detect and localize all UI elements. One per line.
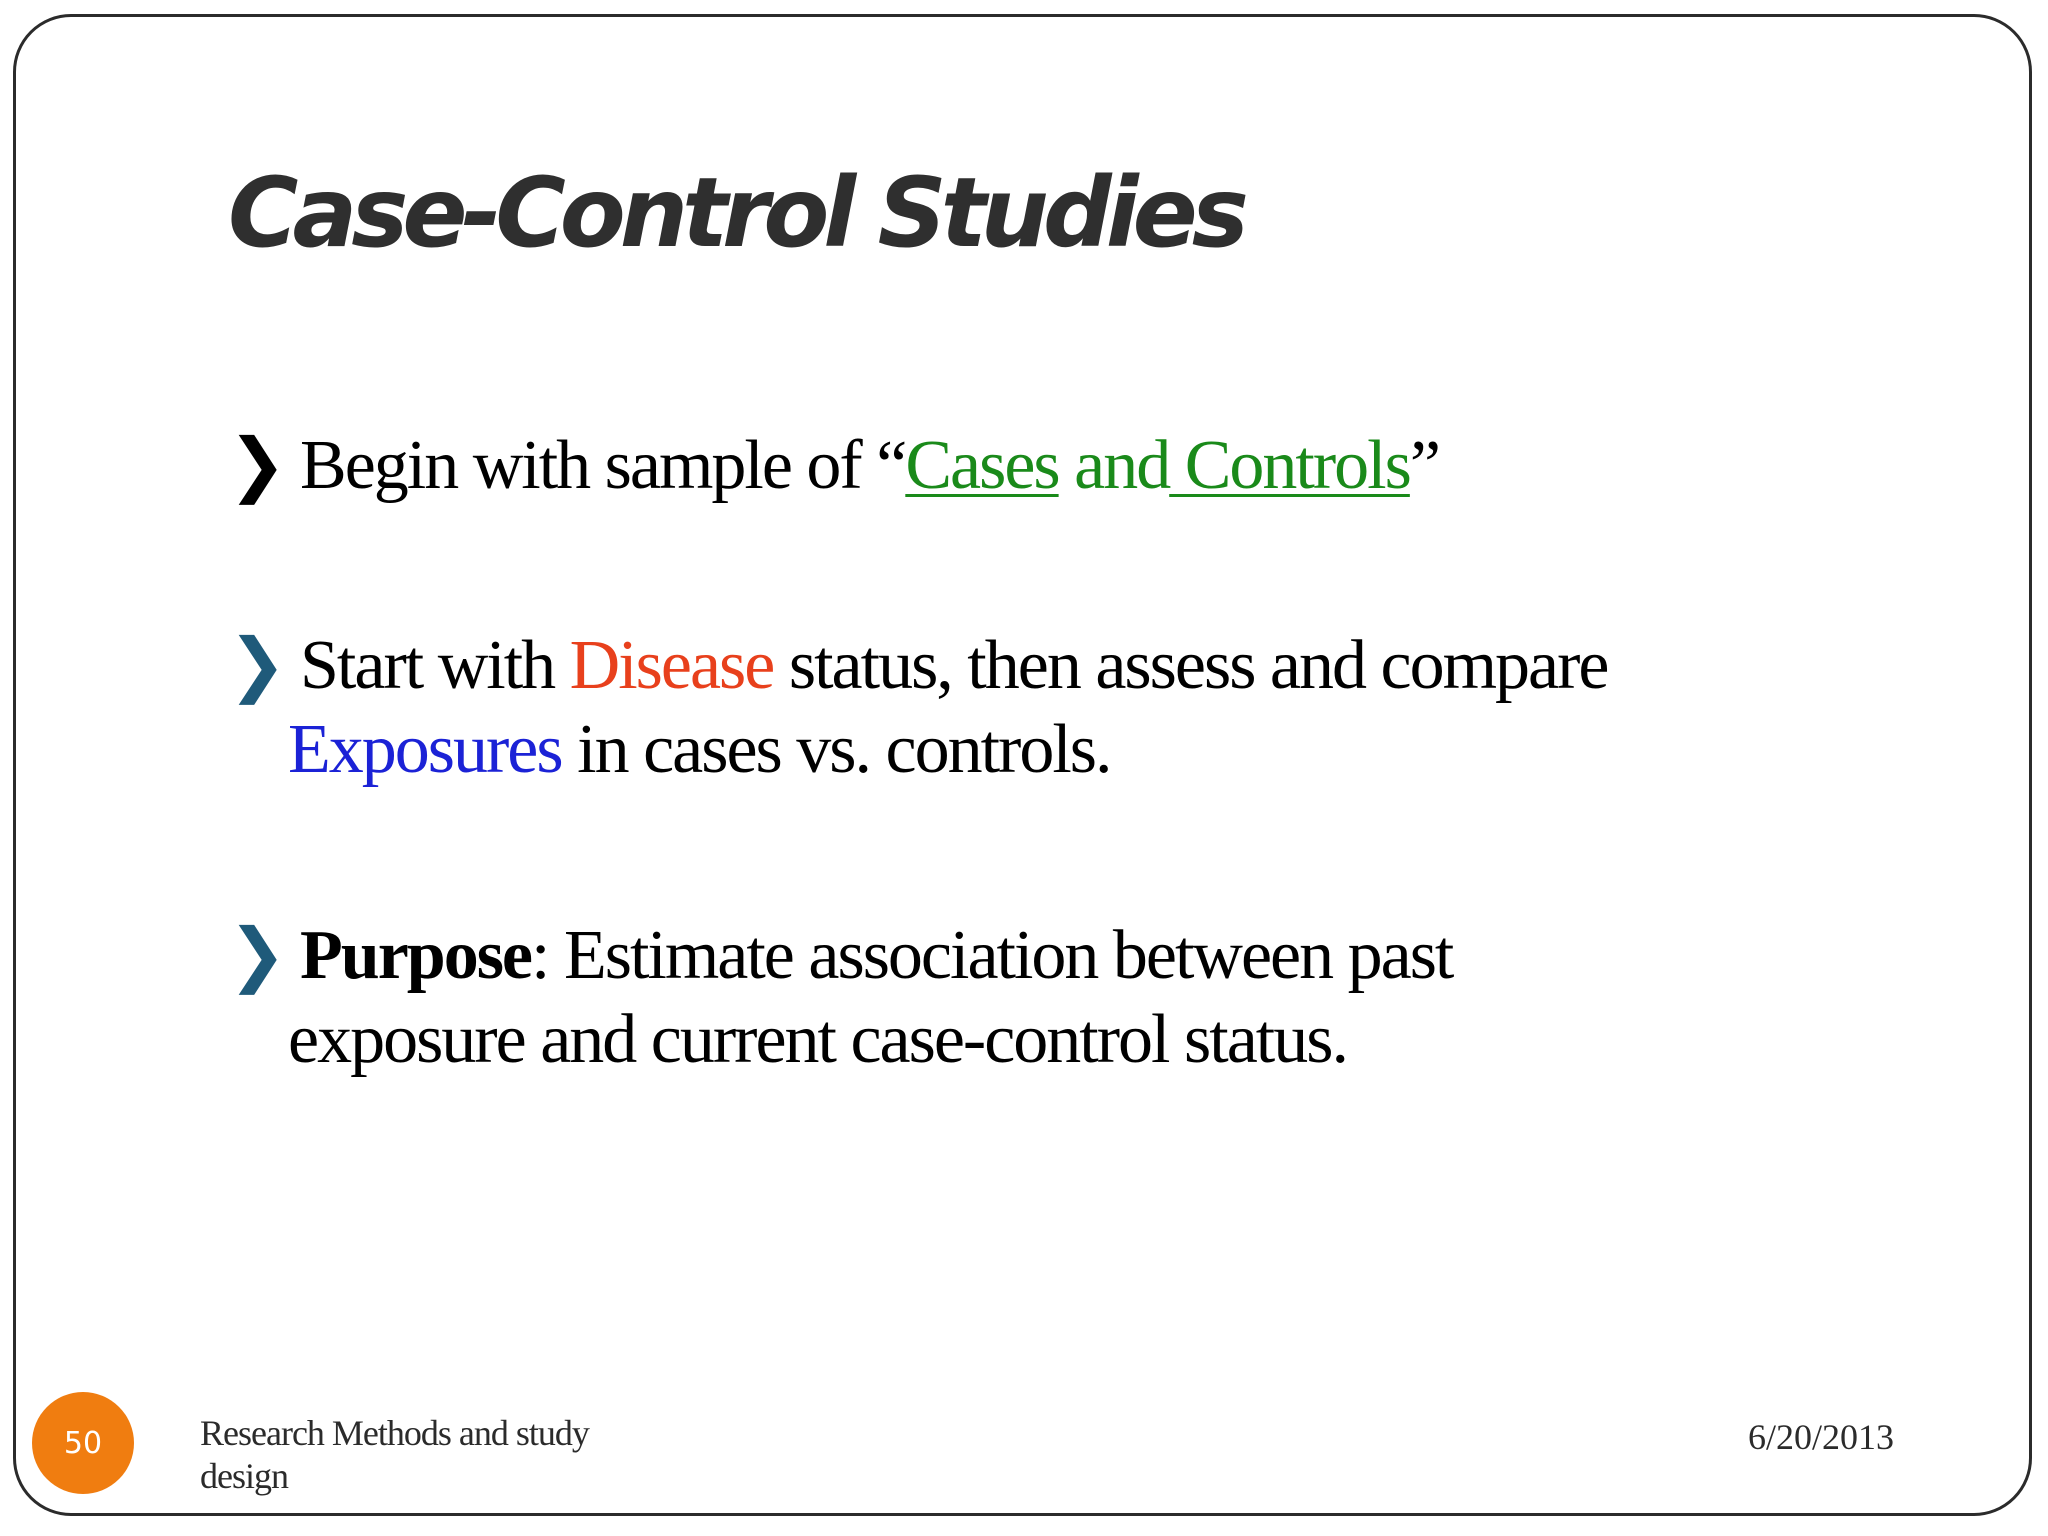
footer-date: 6/20/2013 bbox=[1748, 1417, 1895, 1457]
disease-term: Disease bbox=[569, 627, 774, 704]
bullet-3-line-2: exposure and current case-control status. bbox=[288, 1001, 1347, 1078]
bullet-3 bbox=[228, 914, 1452, 1082]
cases-term: Cases bbox=[905, 427, 1059, 504]
bullet-2 bbox=[228, 624, 1607, 792]
controls-term: Controls bbox=[1169, 427, 1410, 504]
chevron-right-icon: ❯ bbox=[228, 427, 285, 504]
purpose-term: Purpose bbox=[300, 917, 531, 994]
chevron-right-icon: ❯ bbox=[228, 627, 285, 704]
bullet-3-line-1: Purpose: Estimate association between past bbox=[300, 917, 1453, 994]
page-number-badge: 50 bbox=[32, 1392, 134, 1494]
chevron-right-icon: ❯ bbox=[228, 917, 285, 994]
exposures-term: Exposures bbox=[288, 711, 562, 788]
bullet-2-line-1: Start with Disease status, then assess and compare bbox=[300, 627, 1608, 704]
bullet-1 bbox=[228, 424, 1439, 508]
bullet-2-line-2: Exposures in cases vs. controls. bbox=[288, 711, 1111, 788]
slide-title: Case-Control Studies bbox=[228, 157, 1243, 269]
footer-course-title: Research Methods and study design bbox=[200, 1413, 589, 1496]
bullet-1-text: Begin with sample of “Cases and Controls” bbox=[300, 427, 1439, 504]
